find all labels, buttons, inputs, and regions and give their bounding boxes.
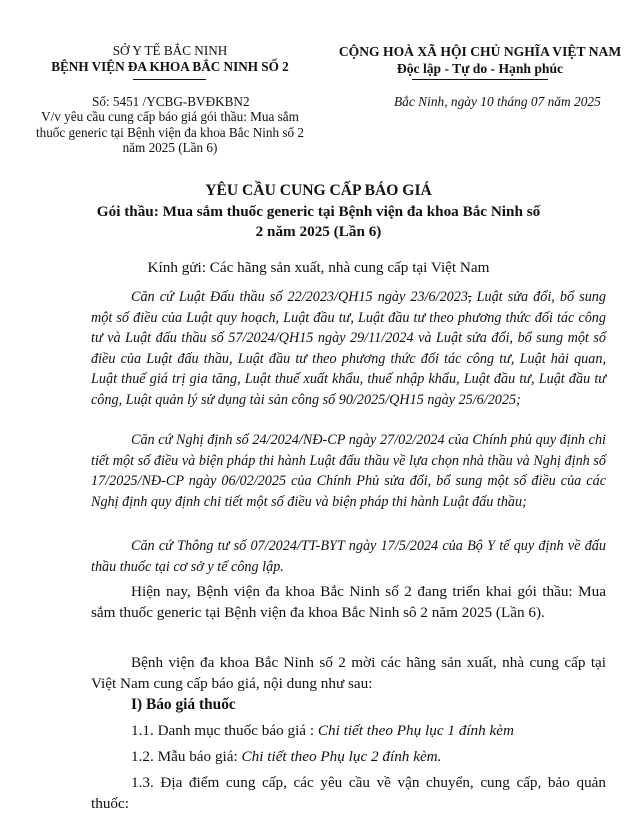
item-1-1-label: 1.1. Danh mục thuốc báo giá : xyxy=(131,722,318,739)
legal-basis-2: Căn cứ Nghị định số 24/2024/NĐ-CP ngày 27/02/2024 của Chính phủ quy định chi tiết một số điều và biện pháp thi hành Luật đấu thầu về lựa chọn nhà thầu và Nghị định số 17/2025/NĐ-CP ngày 06/02/2025 của Chính Phủ sửa đổi, bổ sung một số điều của các Nghị định quy định chi tiết một số điều và biện pháp thi hành Luật đấu thầu; xyxy=(91,432,606,510)
greeting: Kính gửi: Các hãng sản xuất, nhà cung cấp tại Việt Nam xyxy=(147,259,490,276)
item-1-2-label: 1.2. Mẫu báo giá: xyxy=(131,748,242,765)
basis-1-struck: , xyxy=(467,289,472,305)
ministry-name: SỞ Y TẾ BẮC NINH xyxy=(112,43,228,58)
nation-title: CỘNG HOÀ XÃ HỘI CHỦ NGHĨA VIỆT NAM xyxy=(338,44,622,59)
item-1-1-value: Chi tiết theo Phụ lục 1 đính kèm xyxy=(317,722,514,739)
item-1-1 xyxy=(131,720,514,741)
doc-subject: V/v yêu cầu cung cấp báo giá gói thầu: Mua sắm thuốc generic tại Bệnh viện đa khoa Bắc Ninh số 2 năm 2025 (Lần 6) xyxy=(35,109,305,155)
header-left-underline xyxy=(133,79,206,80)
basis-1-before: Căn cứ Luật Đấu thầu số 22/2023/QH15 ngày 23/6/2023 xyxy=(131,289,468,305)
header-left xyxy=(20,43,320,74)
hospital-name: BỆNH VIỆN ĐA KHOA BẮC NINH SỐ 2 xyxy=(51,58,289,74)
doc-number: Số: 5451 /YCBG-BVĐKBN2 xyxy=(92,94,250,109)
item-1-3: 1.3. Địa điểm cung cấp, các yêu cầu về vận chuyển, cung cấp, bảo quản thuốc: xyxy=(91,774,606,812)
item-1-2-value: Chi tiết theo Phụ lục 2 đính kèm. xyxy=(241,748,442,765)
basis-1-after: Luật sửa đổi, bổ sung một số điều của Luật quy hoạch, Luật đầu tư, Luật đầu tư theo phương thức đối tác công tư và Luật đấu thầu số 57/2024/QH15 ngày 29/11/2024 và Luật sửa đổi, bổ sung một số điều của Luật đấu thầu, Luật đầu tư theo phương thức đối tác công tư, Luật hải quan, Luật thuế giá trị gia tăng, Luật thuế xuất khẩu, thuế nhập khẩu, Luật đầu tư, Luật đầu tư công, Luật quản lý sử dụng tài sản công số 90/2025/QH15 ngày 25/6/2025; xyxy=(91,289,606,408)
body-paragraph-2: Bệnh viện đa khoa Bắc Ninh số 2 mời các hãng sản xuất, nhà cung cấp tại Việt Nam cung cấp báo giá, nội dung như sau: xyxy=(91,654,606,692)
legal-basis-3: Căn cứ Thông tư số 07/2024/TT-BYT ngày 17/5/2024 của Bộ Y tế quy định về đấu thầu thuốc tại cơ sở y tế công lập. xyxy=(91,538,606,575)
item-1-2 xyxy=(131,746,441,767)
body-paragraph-1: Hiện nay, Bệnh viện đa khoa Bắc Ninh số 2 đang triển khai gói thầu: Mua sắm thuốc generic tại Bệnh viện đa khoa Bắc Ninh sô 2 năm 2025 (Lần 6). xyxy=(91,583,606,621)
doc-date: Bắc Ninh, ngày 10 tháng 07 năm 2025 xyxy=(394,94,601,109)
header-right xyxy=(330,43,630,77)
doc-title: YÊU CẦU CUNG CẤP BÁO GIÁ xyxy=(205,182,432,199)
legal-basis-1 xyxy=(91,287,606,410)
package-title: Gói thầu: Mua sắm thuốc generic tại Bệnh viện đa khoa Bắc Ninh số 2 năm 2025 (Lần 6) xyxy=(96,203,541,240)
national-motto: Độc lập - Tự do - Hạnh phúc xyxy=(396,61,564,76)
section-1-heading: I) Báo giá thuốc xyxy=(131,696,236,713)
motto-underline xyxy=(412,79,548,80)
